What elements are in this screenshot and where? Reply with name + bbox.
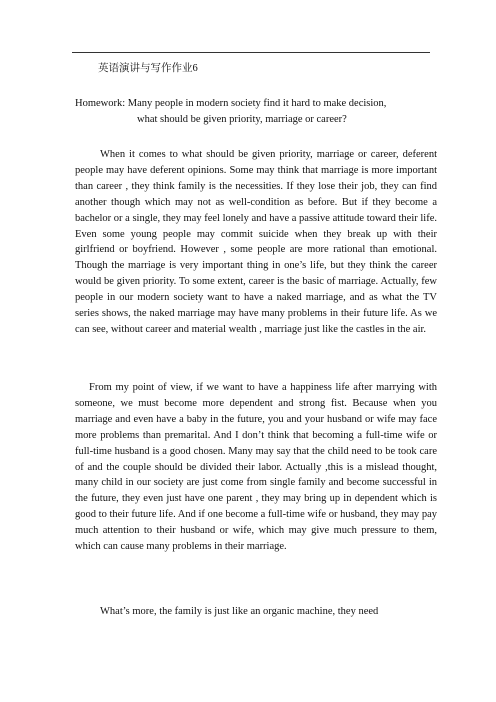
homework-line-1: Homework: Many people in modern society find it hard to make decision, [75,98,387,109]
header-rule [72,52,430,53]
document-header: 英语演讲与写作作业6 [98,63,198,74]
homework-line-2: what should be given priority, marriage or career? [137,114,347,125]
body-paragraph-3: What’s more, the family is just like an organic machine, they need [100,606,379,617]
body-paragraph-2: From my point of view, if we want to have a happiness life after marrying with someone, we must become more dependent and strong fist. Because when you marriage and even have a baby in the future, you and your husband or wife may face more problems than premarital. And I don’t think that becoming a full-time wife or full-time husband is a good chosen. Many may say that the child need to be took care of and the couple should be divided their labor. Actually ,this is a mislead thought, many child in our society are just come from single family and become successful in the future, they even just have one parent , they may bring up in dependent which is good to their future life. And if one become a full-time wife or husband, they may pay much attention to their husband or wife, which may give much pressure to them, which can cause many problems in their marriage. [75,382,437,553]
body-paragraph-1: When it comes to what should be given priority, marriage or career, deferent people may have deferent opinions. Some may think that marriage is more important than career , they think family is the necessities. If they lose their job, they can find another though which may not as well-condition as before. But if they become a bachelor or a single, they may feel lonely and have a passive attitude toward their life. Even some young people may commit suicide when they break up with their girlfriend or boyfriend. However , some people are more rational than emotional. Though the marriage is very important thing in one’s life, but they think the career would be given priority. To some extent, career is the basic of marriage. Actually, few people in our modern society want to have a naked marriage, and as what the TV series shows, the naked marriage may have many problems in their future life. As we can see, without career and material wealth , marriage just like the castles in the air. [75,149,437,335]
homework-prompt [75,96,435,128]
